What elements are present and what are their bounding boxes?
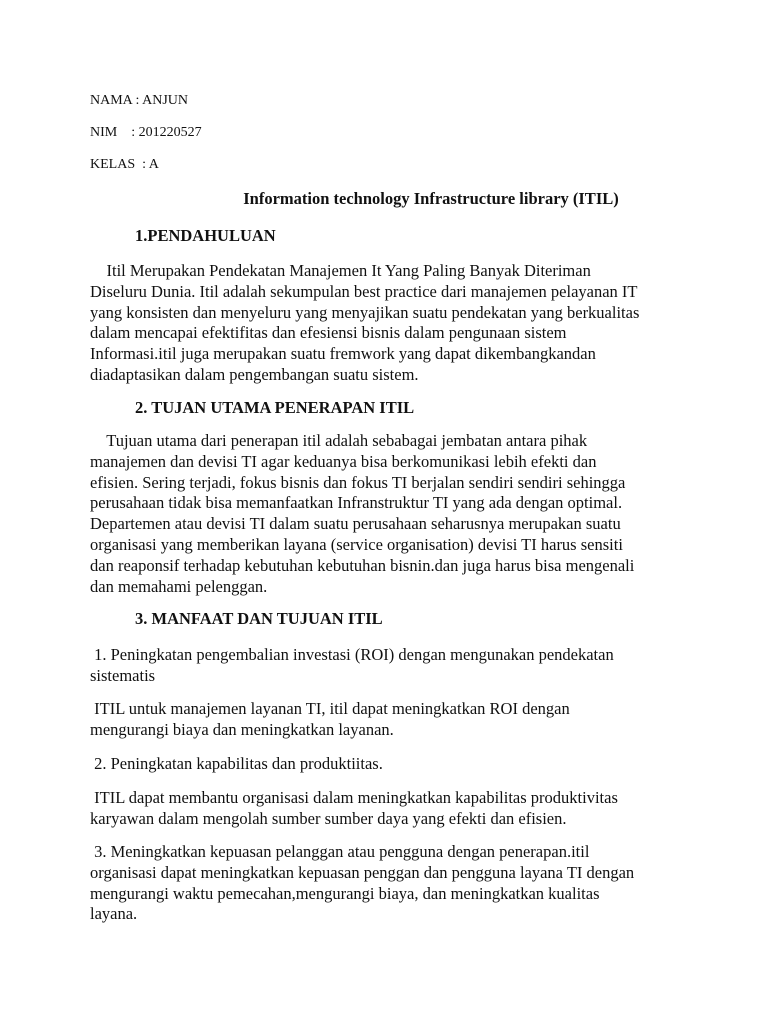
paragraph-line: Informasi.itil juga merupakan suatu fremwork yang dapat dikembangkandan xyxy=(90,344,596,364)
paragraph-line: layana. xyxy=(90,904,138,924)
paragraph-line: organisasi yang memberikan layana (service organisation) devisi TI harus sensiti xyxy=(90,534,623,554)
paragraph-line: Departemen atau devisi TI dalam suatu perusahaan seharusnya merupakan suatu xyxy=(90,514,621,534)
paragraph-line: sistematis xyxy=(90,665,156,685)
list-item xyxy=(90,699,690,741)
paragraph-line: 2. Peningkatan kapabilitas dan produktiitas. xyxy=(90,754,383,773)
paragraph-line: Diseluru Dunia. Itil adalah sekumpulan best practice dari manajemen pelayanan IT xyxy=(90,281,638,301)
paragraph-pendahuluan xyxy=(90,261,690,386)
list-item xyxy=(90,754,690,775)
paragraph-line: ITIL dapat membantu organisasi dalam meningkatkan kapabilitas produktivitas xyxy=(90,788,618,807)
student-nim: NIM : 201220527 xyxy=(90,125,202,140)
section-heading-tujuan: 2. TUJAN UTAMA PENERAPAN ITIL xyxy=(135,398,415,417)
paragraph-line: yang konsisten dan menyeluru yang menyajikan suatu pendekatan yang berkualitas xyxy=(90,302,640,322)
paragraph-line: 1. Peningkatan pengembalian investasi (ROI) dengan mengunakan pendekatan xyxy=(90,645,614,664)
paragraph-line: ITIL untuk manajemen layanan TI, itil dapat meningkatkan ROI dengan xyxy=(90,699,570,718)
paragraph-line: dan reaponsif terhadap kebutuhan kebutuhan bisnin.dan juga harus bisa mengenali xyxy=(90,555,635,575)
document-title-text: Information technology Infrastructure library (ITIL) xyxy=(243,189,619,208)
paragraph-line: efisien. Sering terjadi, fokus bisnis dan fokus TI berjalan sendiri sendiri sehingga xyxy=(90,472,626,492)
paragraph-line: manajemen dan devisi TI agar keduanya bisa berkomunikasi lebih efekti dan xyxy=(90,451,597,471)
paragraph-line: organisasi dapat meningkatkan kepuasan penggan dan pengguna layana TI dengan xyxy=(90,862,635,882)
student-name: NAMA : ANJUN xyxy=(90,93,189,108)
section-heading-pendahuluan: 1.PENDAHULUAN xyxy=(135,226,276,245)
paragraph-line: karyawan dalam mengolah sumber sumber daya yang efekti dan efisien. xyxy=(90,808,567,828)
document-title xyxy=(0,189,768,209)
student-class: KELAS : A xyxy=(90,157,159,172)
list-item xyxy=(90,842,690,925)
section-heading-manfaat: 3. MANFAAT DAN TUJUAN ITIL xyxy=(135,609,383,628)
paragraph-line: perusahaan tidak bisa memanfaatkan Infranstruktur TI yang ada dengan optimal. xyxy=(90,493,623,513)
paragraph-line: dan memahami pelenggan. xyxy=(90,576,268,596)
paragraph-line: diadaptasikan dalam pengembangan suatu sistem. xyxy=(90,364,419,384)
paragraph-line: mengurangi waktu pemecahan,mengurangi biaya, dan meningkatkan kualitas xyxy=(90,883,600,903)
paragraph-line: 3. Meningkatkan kepuasan pelanggan atau pengguna dengan penerapan.itil xyxy=(90,842,590,861)
paragraph-line: mengurangi biaya dan meningkatkan layanan. xyxy=(90,719,394,739)
list-item xyxy=(90,645,690,687)
paragraph-tujuan xyxy=(90,431,690,597)
list-item xyxy=(90,788,690,830)
paragraph-line: dalam mencapai efektifitas dan efesiensi bisnis dalam pengunaan sistem xyxy=(90,323,567,343)
paragraph-line: Tujuan utama dari penerapan itil adalah sebabagai jembatan antara pihak xyxy=(90,431,588,450)
paragraph-line: Itil Merupakan Pendekatan Manajemen It Yang Paling Banyak Diteriman xyxy=(90,261,591,280)
